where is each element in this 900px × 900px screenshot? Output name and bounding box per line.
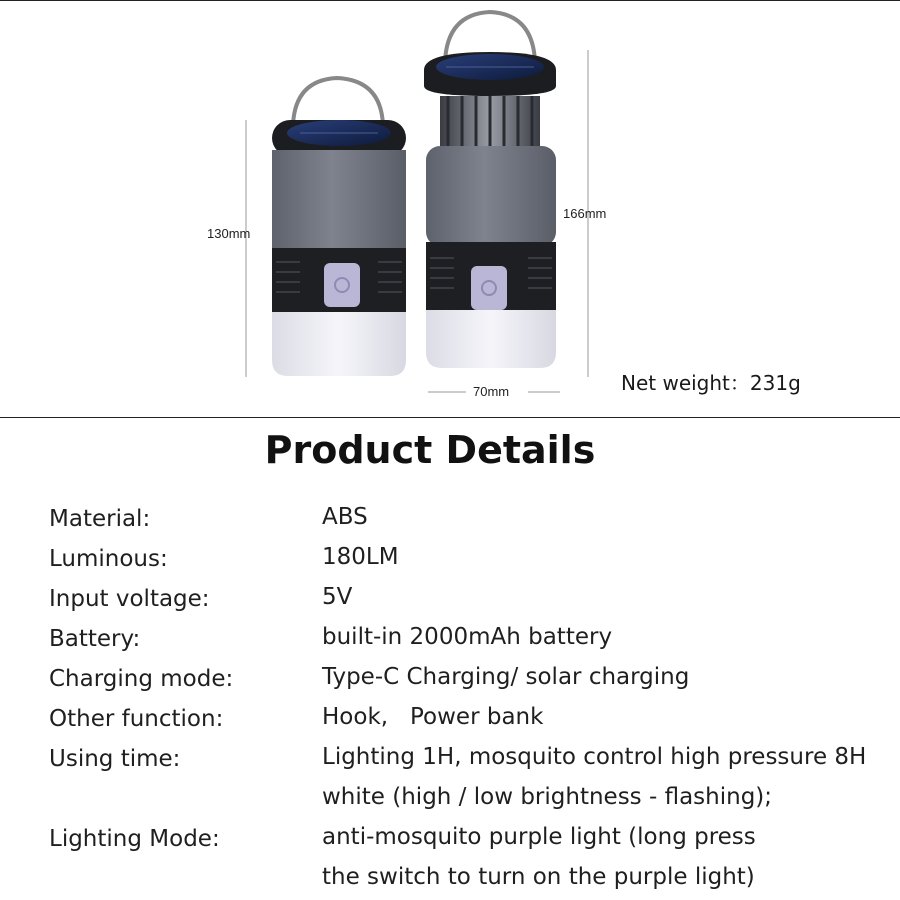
spec-label-charging-mode: Charging mode: — [49, 666, 234, 692]
spec-label-luminous: Luminous: — [49, 546, 168, 572]
width-label: 70mm — [473, 384, 510, 399]
spec-value-luminous: 180LM — [322, 544, 399, 570]
spec-value-lighting-mode-line3: the switch to turn on the purple light) — [322, 864, 755, 890]
spec-value-lighting-mode-line2: anti-mosquito purple light (long press — [322, 824, 756, 850]
spec-value-material: ABS — [322, 504, 368, 530]
spec-label-lighting-mode: Lighting Mode: — [49, 826, 220, 852]
spec-value-using-time: Lighting 1H, mosquito control high pressure 8H — [322, 744, 867, 770]
height-small-label: 130mm — [207, 226, 251, 241]
spec-label-other-function: Other function: — [49, 706, 224, 732]
spec-value-lighting-mode-line1: white (high / low brightness - flashing); — [322, 784, 773, 810]
spec-value-other-function: Hook, Power bank — [322, 704, 544, 730]
spec-label-input-voltage: Input voltage: — [49, 586, 210, 612]
page-title: Product Details — [264, 428, 596, 472]
spec-value-input-voltage: 5V — [322, 584, 353, 610]
height-large-label: 166mm — [563, 206, 607, 221]
spec-value-battery: built-in 2000mAh battery — [322, 624, 613, 650]
spec-label-battery: Battery: — [49, 626, 141, 652]
spec-label-using-time: Using time: — [49, 746, 181, 772]
net-weight: Net weight：231g — [621, 371, 801, 395]
spec-value-charging-mode: Type-C Charging/ solar charging — [322, 664, 690, 690]
spec-label-material: Material: — [49, 506, 151, 532]
